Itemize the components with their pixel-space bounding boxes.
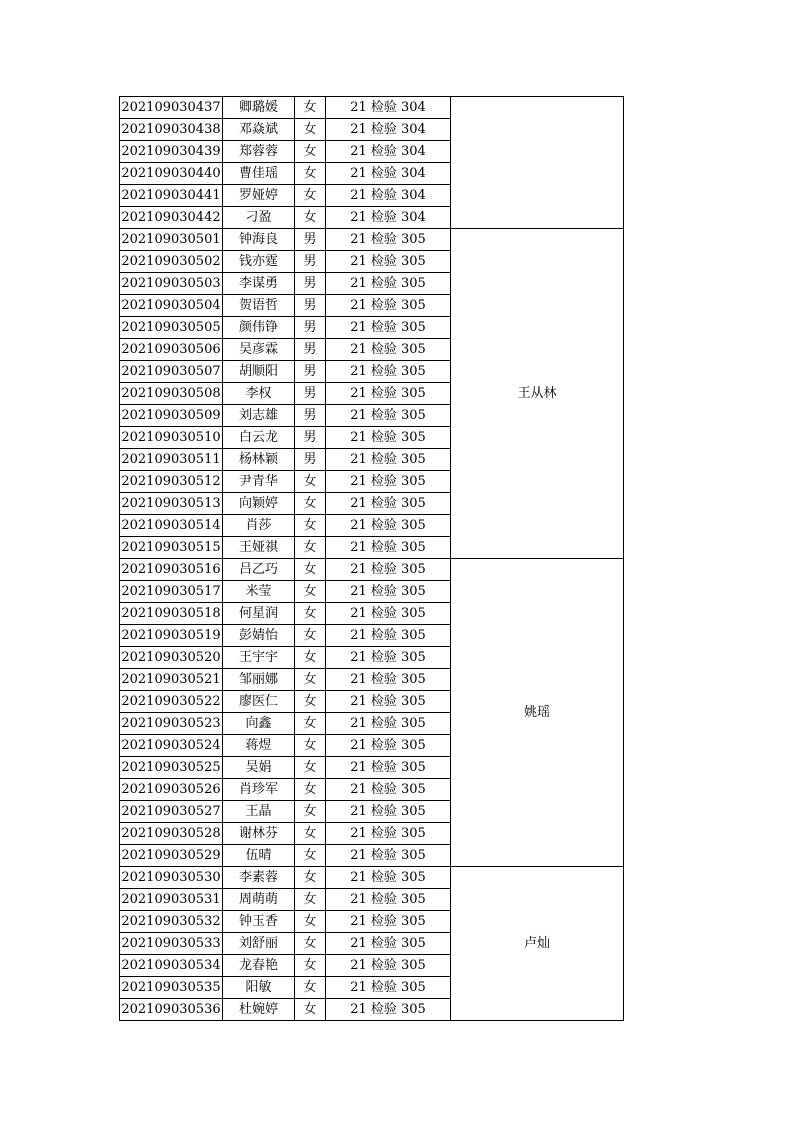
class-cell: 21 检验 305: [326, 999, 451, 1021]
gender-cell: 女: [295, 801, 326, 823]
student-name-cell: 米莹: [223, 581, 295, 603]
class-cell: 21 检验 305: [326, 273, 451, 295]
student-id-cell: 202109030438: [120, 119, 223, 141]
gender-cell: 女: [295, 471, 326, 493]
student-name-cell: 杜婉婷: [223, 999, 295, 1021]
gender-cell: 女: [295, 163, 326, 185]
gender-cell: 女: [295, 515, 326, 537]
student-name-cell: 蒋煜: [223, 735, 295, 757]
student-name-cell: 李素蓉: [223, 867, 295, 889]
student-name-cell: 廖医仁: [223, 691, 295, 713]
student-name-cell: 尹青华: [223, 471, 295, 493]
student-id-cell: 202109030508: [120, 383, 223, 405]
student-name-cell: 王宇宇: [223, 647, 295, 669]
student-name-cell: 肖莎: [223, 515, 295, 537]
class-cell: 21 检验 305: [326, 471, 451, 493]
gender-cell: 女: [295, 823, 326, 845]
class-cell: 21 检验 305: [326, 647, 451, 669]
student-name-cell: 吕乙巧: [223, 559, 295, 581]
student-name-cell: 罗娅婷: [223, 185, 295, 207]
gender-cell: 女: [295, 691, 326, 713]
class-cell: 21 检验 305: [326, 823, 451, 845]
gender-cell: 女: [295, 559, 326, 581]
gender-cell: 男: [295, 251, 326, 273]
gender-cell: 女: [295, 845, 326, 867]
gender-cell: 女: [295, 955, 326, 977]
student-id-cell: 202109030536: [120, 999, 223, 1021]
student-id-cell: 202109030525: [120, 757, 223, 779]
student-id-cell: 202109030437: [120, 97, 223, 119]
class-cell: 21 检验 304: [326, 185, 451, 207]
student-name-cell: 李谋勇: [223, 273, 295, 295]
student-name-cell: 邓焱斌: [223, 119, 295, 141]
student-id-cell: 202109030502: [120, 251, 223, 273]
student-id-cell: 202109030441: [120, 185, 223, 207]
teacher-cell: 姚瑶: [451, 559, 624, 867]
student-name-cell: 王晶: [223, 801, 295, 823]
class-cell: 21 检验 305: [326, 493, 451, 515]
student-id-cell: 202109030518: [120, 603, 223, 625]
student-name-cell: 钱亦霆: [223, 251, 295, 273]
class-cell: 21 检验 305: [326, 361, 451, 383]
student-name-cell: 向颖婷: [223, 493, 295, 515]
gender-cell: 女: [295, 757, 326, 779]
student-name-cell: 郑蓉蓉: [223, 141, 295, 163]
gender-cell: 男: [295, 427, 326, 449]
class-cell: 21 检验 305: [326, 889, 451, 911]
student-name-cell: 吴彦霖: [223, 339, 295, 361]
student-id-cell: 202109030503: [120, 273, 223, 295]
class-cell: 21 检验 305: [326, 625, 451, 647]
class-cell: 21 检验 305: [326, 427, 451, 449]
gender-cell: 男: [295, 405, 326, 427]
gender-cell: 男: [295, 339, 326, 361]
student-id-cell: 202109030440: [120, 163, 223, 185]
student-id-cell: 202109030514: [120, 515, 223, 537]
gender-cell: 女: [295, 141, 326, 163]
student-name-cell: 阳敏: [223, 977, 295, 999]
student-name-cell: 杨林颖: [223, 449, 295, 471]
table-row: [120, 867, 624, 889]
student-name-cell: 刘志雄: [223, 405, 295, 427]
gender-cell: 女: [295, 581, 326, 603]
gender-cell: 女: [295, 735, 326, 757]
class-cell: 21 检验 304: [326, 207, 451, 229]
student-name-cell: 刘舒丽: [223, 933, 295, 955]
student-id-cell: 202109030512: [120, 471, 223, 493]
class-cell: 21 检验 305: [326, 779, 451, 801]
class-cell: 21 检验 305: [326, 713, 451, 735]
class-cell: 21 检验 304: [326, 97, 451, 119]
gender-cell: 女: [295, 647, 326, 669]
gender-cell: 女: [295, 669, 326, 691]
student-name-cell: 白云龙: [223, 427, 295, 449]
student-id-cell: 202109030519: [120, 625, 223, 647]
gender-cell: 男: [295, 383, 326, 405]
student-id-cell: 202109030516: [120, 559, 223, 581]
class-cell: 21 检验 305: [326, 537, 451, 559]
table-row: [120, 229, 624, 251]
student-id-cell: 202109030523: [120, 713, 223, 735]
student-name-cell: 彭婧怡: [223, 625, 295, 647]
student-name-cell: 曹佳瑶: [223, 163, 295, 185]
student-id-cell: 202109030501: [120, 229, 223, 251]
student-id-cell: 202109030531: [120, 889, 223, 911]
student-id-cell: 202109030515: [120, 537, 223, 559]
gender-cell: 男: [295, 449, 326, 471]
class-cell: 21 检验 305: [326, 977, 451, 999]
student-name-cell: 贺语哲: [223, 295, 295, 317]
gender-cell: 男: [295, 317, 326, 339]
student-id-cell: 202109030439: [120, 141, 223, 163]
student-id-cell: 202109030520: [120, 647, 223, 669]
student-id-cell: 202109030521: [120, 669, 223, 691]
student-id-cell: 202109030442: [120, 207, 223, 229]
student-id-cell: 202109030513: [120, 493, 223, 515]
gender-cell: 女: [295, 97, 326, 119]
student-name-cell: 向鑫: [223, 713, 295, 735]
student-name-cell: 颜伟铮: [223, 317, 295, 339]
student-name-cell: 肖珍军: [223, 779, 295, 801]
student-name-cell: 邹丽娜: [223, 669, 295, 691]
student-id-cell: 202109030535: [120, 977, 223, 999]
class-cell: 21 检验 305: [326, 229, 451, 251]
class-cell: 21 检验 305: [326, 449, 451, 471]
roster-body: [120, 97, 624, 1021]
class-cell: 21 检验 304: [326, 119, 451, 141]
class-cell: 21 检验 305: [326, 669, 451, 691]
student-id-cell: 202109030533: [120, 933, 223, 955]
class-cell: 21 检验 305: [326, 955, 451, 977]
class-cell: 21 检验 305: [326, 801, 451, 823]
student-id-cell: 202109030524: [120, 735, 223, 757]
gender-cell: 女: [295, 603, 326, 625]
gender-cell: 女: [295, 933, 326, 955]
class-cell: 21 检验 304: [326, 141, 451, 163]
class-cell: 21 检验 305: [326, 405, 451, 427]
class-cell: 21 检验 305: [326, 581, 451, 603]
student-id-cell: 202109030506: [120, 339, 223, 361]
table-row: [120, 559, 624, 581]
class-cell: 21 检验 305: [326, 691, 451, 713]
class-cell: 21 检验 305: [326, 933, 451, 955]
class-cell: 21 检验 305: [326, 251, 451, 273]
gender-cell: 女: [295, 779, 326, 801]
student-name-cell: 王娅祺: [223, 537, 295, 559]
class-cell: 21 检验 305: [326, 317, 451, 339]
gender-cell: 女: [295, 625, 326, 647]
student-id-cell: 202109030527: [120, 801, 223, 823]
gender-cell: 女: [295, 493, 326, 515]
student-name-cell: 谢林芬: [223, 823, 295, 845]
student-id-cell: 202109030530: [120, 867, 223, 889]
class-cell: 21 检验 305: [326, 515, 451, 537]
gender-cell: 女: [295, 977, 326, 999]
gender-cell: 女: [295, 911, 326, 933]
teacher-cell: 王从林: [451, 229, 624, 559]
student-name-cell: 何星润: [223, 603, 295, 625]
student-name-cell: 周萌萌: [223, 889, 295, 911]
student-id-cell: 202109030528: [120, 823, 223, 845]
student-name-cell: 李权: [223, 383, 295, 405]
gender-cell: 男: [295, 361, 326, 383]
student-id-cell: 202109030507: [120, 361, 223, 383]
student-id-cell: 202109030511: [120, 449, 223, 471]
table-row: [120, 97, 624, 119]
student-id-cell: 202109030532: [120, 911, 223, 933]
class-cell: 21 检验 305: [326, 559, 451, 581]
student-id-cell: 202109030504: [120, 295, 223, 317]
class-cell: 21 检验 305: [326, 339, 451, 361]
gender-cell: 女: [295, 119, 326, 141]
student-id-cell: 202109030534: [120, 955, 223, 977]
student-id-cell: 202109030517: [120, 581, 223, 603]
gender-cell: 女: [295, 537, 326, 559]
gender-cell: 女: [295, 889, 326, 911]
gender-cell: 女: [295, 185, 326, 207]
gender-cell: 女: [295, 207, 326, 229]
student-name-cell: 刁盈: [223, 207, 295, 229]
student-roster-table: [119, 96, 624, 1021]
student-id-cell: 202109030522: [120, 691, 223, 713]
gender-cell: 男: [295, 229, 326, 251]
teacher-cell: [451, 97, 624, 229]
student-name-cell: 钟海良: [223, 229, 295, 251]
student-id-cell: 202109030505: [120, 317, 223, 339]
gender-cell: 男: [295, 273, 326, 295]
teacher-cell: 卢灿: [451, 867, 624, 1021]
student-name-cell: 胡顺阳: [223, 361, 295, 383]
class-cell: 21 检验 304: [326, 163, 451, 185]
class-cell: 21 检验 305: [326, 757, 451, 779]
gender-cell: 男: [295, 295, 326, 317]
class-cell: 21 检验 305: [326, 845, 451, 867]
student-id-cell: 202109030510: [120, 427, 223, 449]
student-id-cell: 202109030509: [120, 405, 223, 427]
gender-cell: 女: [295, 713, 326, 735]
class-cell: 21 检验 305: [326, 867, 451, 889]
class-cell: 21 检验 305: [326, 603, 451, 625]
class-cell: 21 检验 305: [326, 911, 451, 933]
student-name-cell: 伍晴: [223, 845, 295, 867]
class-cell: 21 检验 305: [326, 383, 451, 405]
gender-cell: 女: [295, 999, 326, 1021]
student-id-cell: 202109030529: [120, 845, 223, 867]
student-name-cell: 吴娟: [223, 757, 295, 779]
student-id-cell: 202109030526: [120, 779, 223, 801]
student-name-cell: 龙春艳: [223, 955, 295, 977]
student-name-cell: 卿璐媛: [223, 97, 295, 119]
class-cell: 21 检验 305: [326, 295, 451, 317]
gender-cell: 女: [295, 867, 326, 889]
student-name-cell: 钟玉香: [223, 911, 295, 933]
class-cell: 21 检验 305: [326, 735, 451, 757]
